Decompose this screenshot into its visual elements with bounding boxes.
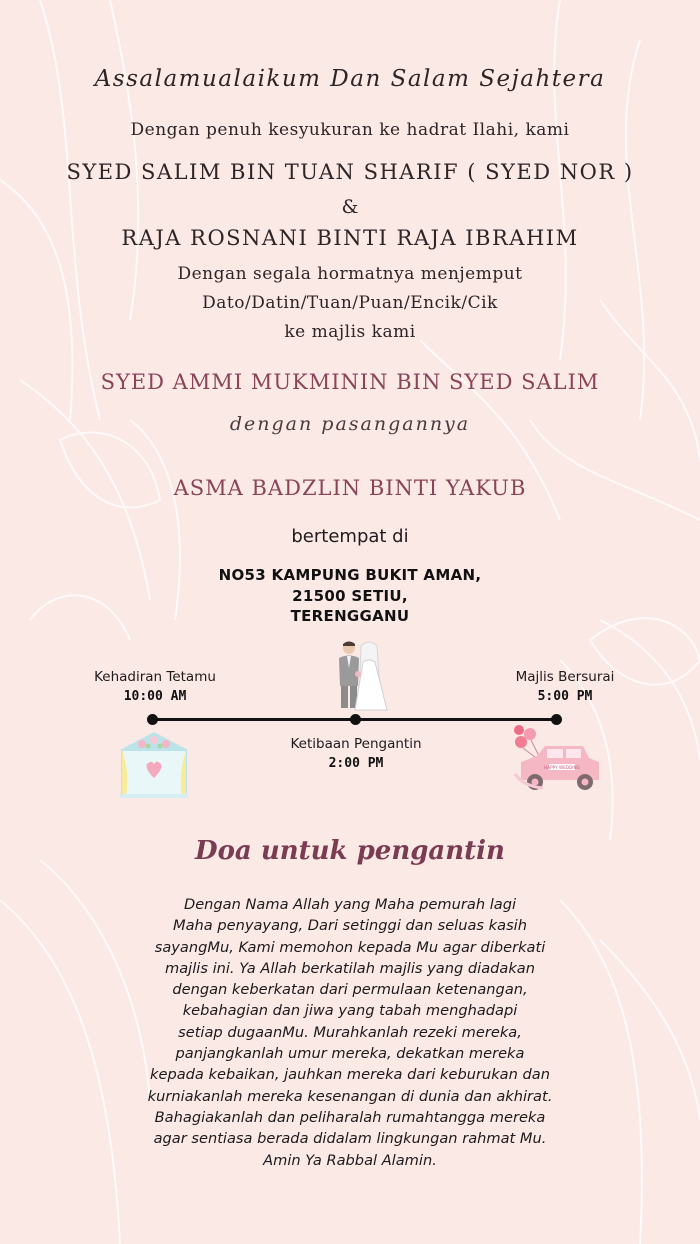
venue-line-2: 21500 SETIU,	[292, 587, 408, 605]
couple-illustration-icon	[325, 638, 395, 712]
invitation-line-3: ke majlis kami	[284, 322, 416, 342]
with-partner-text: dengan pasangannya	[229, 413, 471, 435]
timeline-guests-time: 10:00 AM	[123, 689, 187, 704]
timeline-dot-guests	[147, 714, 158, 725]
doa-line: Maha penyayang, Dari setinggi dan seluas kasih	[173, 917, 527, 935]
pelamin-tent-icon	[116, 728, 192, 800]
doa-title: Doa untuk pengantin	[195, 836, 505, 866]
timeline-dot-arrival	[350, 714, 361, 725]
ampersand: &	[341, 196, 359, 218]
timeline-end-time: 5:00 PM	[537, 689, 593, 704]
venue-line-3: TERENGGANU	[290, 607, 410, 625]
bride-name: ASMA BADZLIN BINTI YAKUB	[173, 476, 527, 500]
doa-line: kepada kebaikan, jauhkan mereka dari keburukan dan	[150, 1066, 550, 1084]
doa-line: Amin Ya Rabbal Alamin.	[263, 1151, 437, 1169]
wedding-car-icon	[513, 722, 603, 794]
timeline-arrival-label: Ketibaan Pengantin	[290, 736, 422, 752]
parent-name-second: RAJA ROSNANI BINTI RAJA IBRAHIM	[121, 226, 579, 250]
doa-line: panjangkanlah umur mereka, dekatkan mereka	[175, 1045, 525, 1063]
doa-line: setiap dugaanMu. Murahkanlah rezeki mereka,	[178, 1023, 522, 1041]
doa-line: kebahagian dan jiwa yang tabah menghadapi	[182, 1002, 518, 1020]
invitation-line-2: Dato/Datin/Tuan/Puan/Encik/Cik	[202, 293, 498, 313]
timeline-guests-label: Kehadiran Tetamu	[94, 669, 216, 685]
parent-name-first: SYED SALIM BIN TUAN SHARIF ( SYED NOR )	[66, 160, 634, 184]
intro-text: Dengan penuh kesyukuran ke hadrat Ilahi, kami	[130, 120, 570, 140]
greeting-text: Assalamualaikum Dan Salam Sejahtera	[94, 66, 606, 92]
invitation-line-1: Dengan segala hormatnya menjemput	[177, 264, 523, 284]
venue-line-1: NO53 KAMPUNG BUKIT AMAN,	[218, 566, 482, 584]
doa-line: majlis ini. Ya Allah berkatilah majlis yang diadakan	[165, 959, 535, 977]
venue-label: bertempat di	[291, 526, 409, 547]
doa-line: Dengan Nama Allah yang Maha pemurah lagi	[183, 896, 517, 913]
car-sign-text: HAPPY WEDDING	[544, 764, 580, 770]
doa-line: sayangMu, Kami memohon kepada Mu agar diberkati	[154, 938, 546, 956]
doa-line: dengan keberkatan dari permulaan ketenangan,	[172, 981, 528, 999]
timeline-arrival-time: 2:00 PM	[328, 756, 384, 771]
doa-line: kurniakanlah mereka kesenangan di dunia dan akhirat.	[147, 1087, 553, 1105]
doa-text	[120, 894, 580, 1171]
groom-name: SYED AMMI MUKMININ BIN SYED SALIM	[100, 370, 600, 394]
doa-line: Bahagiakanlah dan peliharalah rumahtangga mereka	[154, 1108, 546, 1126]
doa-line: agar sentiasa berada didalam lingkungan rahmat Mu.	[153, 1130, 547, 1148]
timeline-end-label: Majlis Bersurai	[515, 669, 615, 685]
